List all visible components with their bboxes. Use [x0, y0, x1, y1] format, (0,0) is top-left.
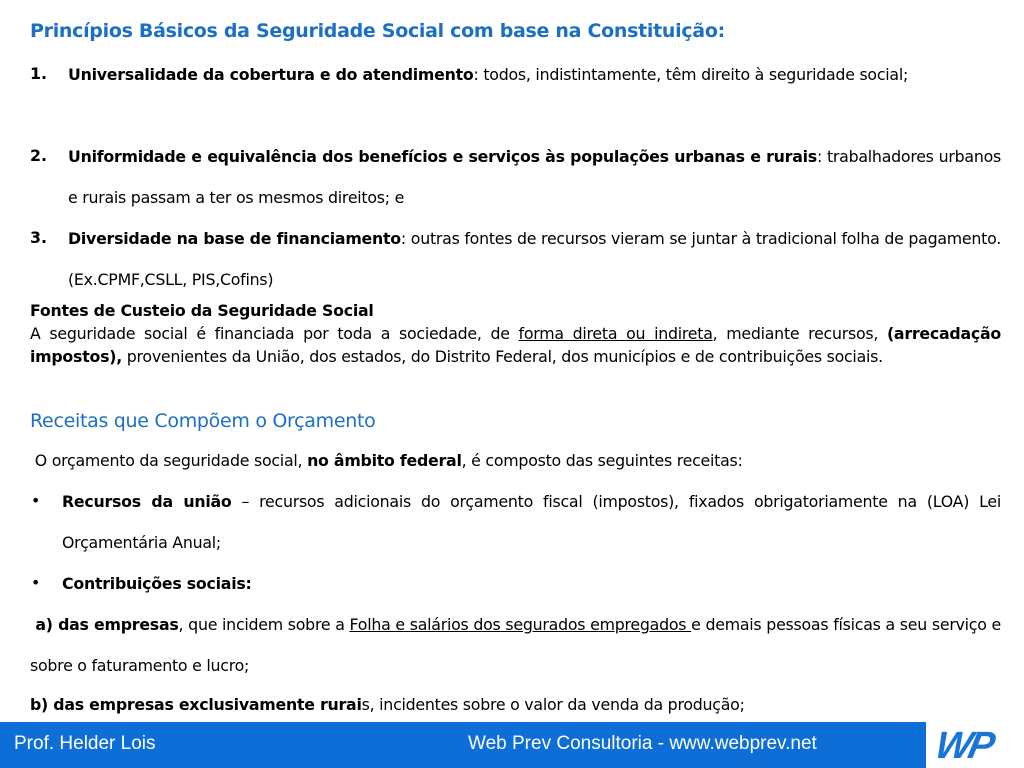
bullet-icon: • — [31, 491, 41, 510]
bullet-item — [62, 563, 1001, 604]
custeio-heading: Fontes de Custeio da Seguridade Social — [30, 301, 374, 320]
list-item — [68, 54, 1001, 95]
wp-logo — [926, 722, 1024, 768]
list-item — [68, 136, 1001, 218]
list-item-text: : trabalhadores urbanos e rurais passam a ter os mesmos direitos; e — [68, 147, 1001, 207]
page-title: Princípios Básicos da Seguridade Social com base na Constituição: — [30, 20, 725, 42]
bullet-item — [62, 481, 1001, 563]
list-item-bold: Diversidade na base de financiamento — [68, 229, 401, 248]
custeio-underline: forma direta ou indireta — [518, 324, 713, 343]
list-item-bold: Uniformidade e equivalência dos benefícios e serviços às populações urbanas e rurais — [68, 147, 817, 166]
footer-author: Prof. Helder Lois — [14, 733, 156, 754]
receitas-intro — [30, 451, 1001, 470]
bullet-text: – recursos adicionais do orçamento fiscal (impostos), fixados obrigatoriamente na (LOA) Lei Orçamentária Anual; — [62, 492, 1002, 552]
intro-text: O orçamento da seguridade social, — [30, 451, 308, 470]
paragraph-b-text: s, incidentes sobre o valor da venda da produção; — [361, 695, 745, 714]
list-number: 2. — [30, 146, 47, 165]
list-number: 1. — [30, 64, 47, 83]
custeio-text: provenientes da União, dos estados, do Distrito Federal, dos municípios e de contribuições sociais. — [121, 347, 883, 366]
bullet-icon: • — [31, 573, 41, 592]
paragraph-a-text: , que incidem sobre a — [178, 615, 350, 634]
bullet-bold: Recursos da união — [62, 492, 232, 511]
paragraph-a-bold: a) das empresas — [30, 615, 179, 634]
custeio-section — [30, 299, 1001, 368]
list-item-text: : outras fontes de recursos vieram se juntar à tradicional folha de pagamento.(Ex.CPMF,CSLL, PIS,Cofins) — [68, 229, 1001, 289]
bullet-bold: Contribuições sociais: — [62, 574, 252, 593]
receitas-heading: Receitas que Compõem o Orçamento — [30, 410, 376, 432]
list-item-text: : todos, indistintamente, têm direito à seguridade social; — [473, 65, 909, 84]
list-item — [68, 218, 1001, 300]
paragraph-a-text: e demais pessoas físicas a seu serviço e sobre o faturamento e lucro; — [30, 615, 1002, 675]
custeio-bold: (arrecadação impostos), — [30, 324, 1001, 366]
custeio-text: , mediante recursos, — [712, 324, 887, 343]
intro-text: , é composto das seguintes receitas: — [461, 451, 743, 470]
paragraph-b — [30, 695, 1001, 714]
footer-site: Web Prev Consultoria - www.webprev.net — [468, 733, 817, 754]
paragraph-a — [30, 604, 1001, 686]
paragraph-a-underline: Folha e salários dos segurados empregados — [349, 615, 692, 634]
list-number: 3. — [30, 228, 47, 247]
custeio-text: A seguridade social é financiada por toda a sociedade, de — [30, 324, 519, 343]
paragraph-b-bold: b) das empresas exclusivamente rurai — [30, 695, 362, 714]
wp-logo-text: WP — [931, 725, 996, 767]
intro-bold: no âmbito federal — [307, 451, 462, 470]
list-item-bold: Universalidade da cobertura e do atendimento — [68, 65, 474, 84]
footer-bar — [0, 722, 1024, 768]
